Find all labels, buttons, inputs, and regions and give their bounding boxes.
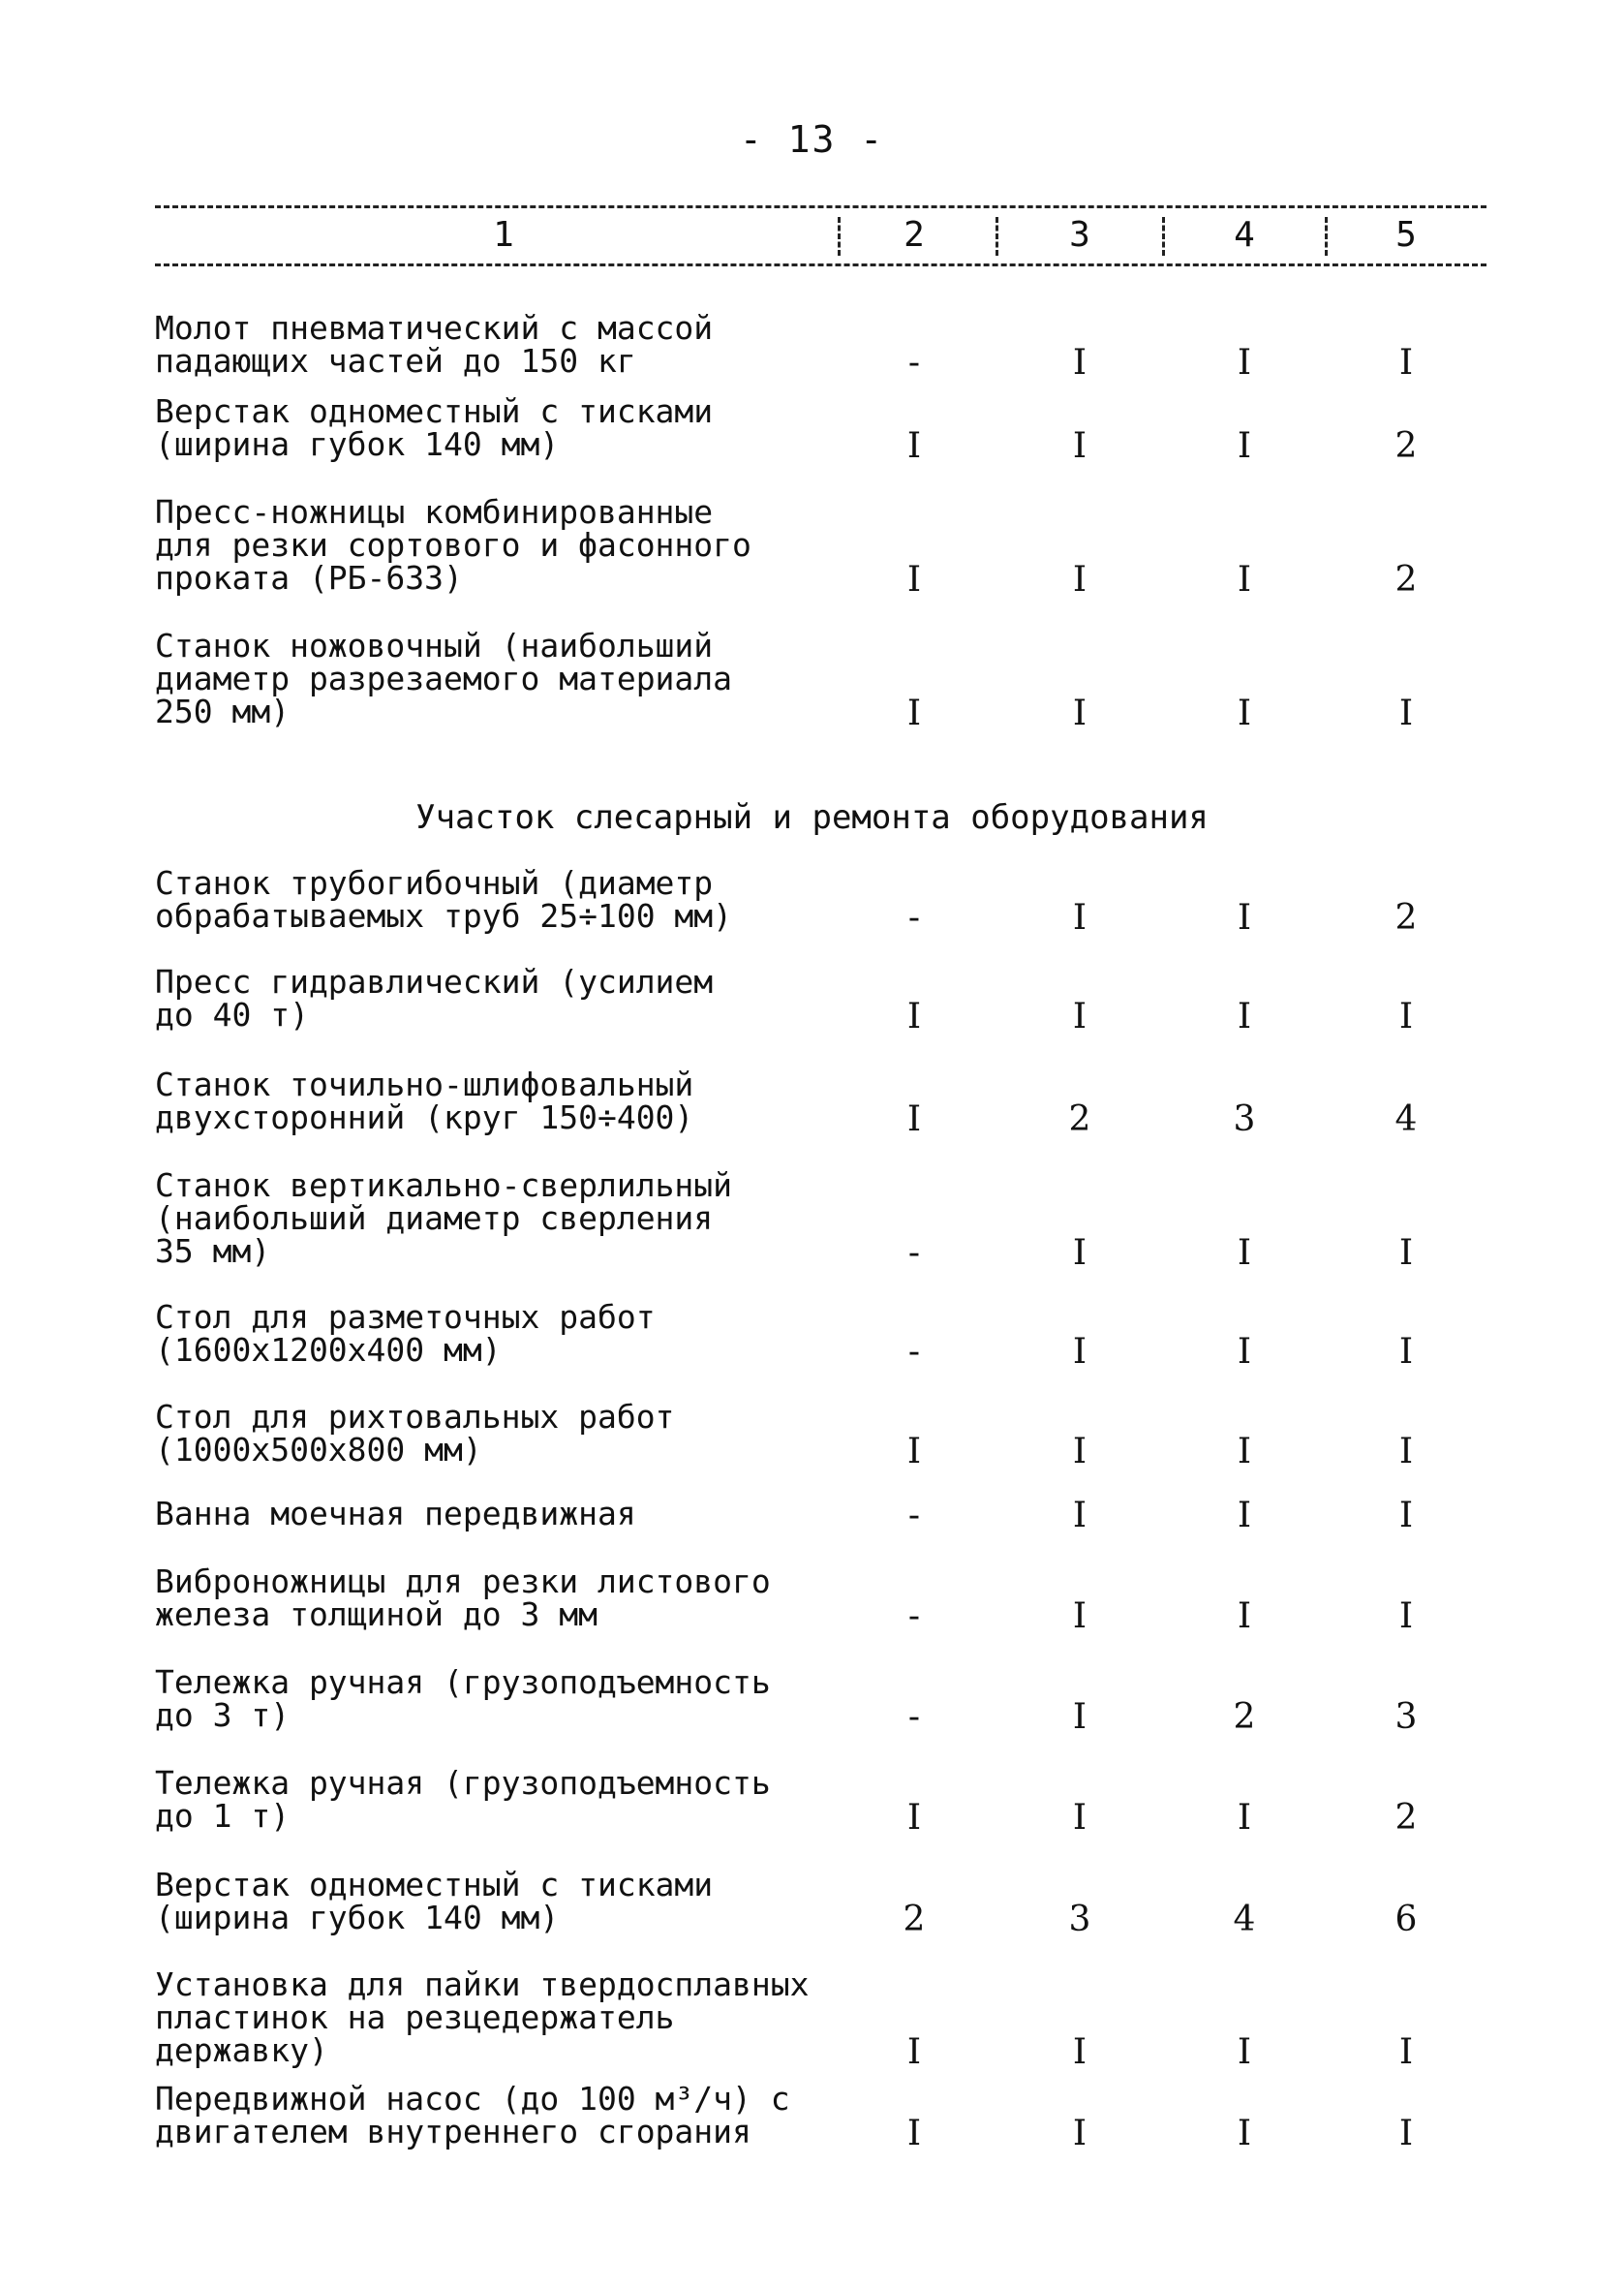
row-description: Виброножницы для резки листового железа толщиной до 3 мм <box>155 1562 771 1633</box>
row-value-col-2: - <box>907 1233 921 1273</box>
header-separator <box>1325 217 1328 256</box>
row-value-col-5: I <box>1398 2114 1414 2153</box>
table-row <box>155 1965 1486 2072</box>
page-number: - 13 - <box>739 118 885 161</box>
table-row <box>155 309 1486 383</box>
table-row <box>155 1562 1486 1636</box>
row-value-col-2: - <box>907 1332 921 1372</box>
row-value-col-2: I <box>906 1798 922 1838</box>
row-value-col-2: - <box>907 1496 921 1535</box>
table-row <box>155 1398 1486 1471</box>
table-row <box>155 1298 1486 1372</box>
table-row <box>155 1495 1486 1535</box>
row-value-col-5: 2 <box>1394 898 1418 938</box>
table-row <box>155 2080 1486 2153</box>
header-col-5: 5 <box>1395 215 1417 255</box>
row-value-col-2: I <box>906 560 922 600</box>
table-row <box>155 1663 1486 1737</box>
row-value-col-4: 3 <box>1233 1099 1256 1139</box>
row-description: Станок точильно-шлифовальный двухсторонний (круг 150÷400) <box>155 1066 694 1136</box>
row-description: Пресс гидравлический (усилием до 40 т) <box>155 963 714 1034</box>
row-value-col-4: I <box>1237 2032 1252 2072</box>
row-value-col-4: I <box>1237 1496 1252 1535</box>
row-value-col-2: - <box>907 898 921 938</box>
row-value-col-4: I <box>1237 1798 1252 1838</box>
row-value-col-4: I <box>1237 694 1252 733</box>
row-value-col-4: I <box>1237 1432 1252 1471</box>
row-value-col-5: I <box>1398 1332 1414 1372</box>
row-value-col-3: 3 <box>1068 1900 1091 1939</box>
row-value-col-3: I <box>1072 426 1088 466</box>
row-value-col-2: - <box>907 1596 921 1636</box>
header-col-1: 1 <box>493 215 514 255</box>
row-value-col-3: 2 <box>1068 1099 1091 1139</box>
row-value-col-3: I <box>1072 1233 1088 1273</box>
row-value-col-2: I <box>906 1432 922 1471</box>
row-description: Верстак одноместный с тисками (ширина губок 140 мм) <box>155 1866 714 1936</box>
row-value-col-2: I <box>906 426 922 466</box>
section-title: Участок слесарный и ремонта оборудования <box>415 798 1209 837</box>
row-value-col-2: 2 <box>903 1900 926 1939</box>
row-value-col-2: - <box>907 1697 921 1737</box>
header-separator <box>996 217 998 256</box>
row-description: Тележка ручная (грузоподъемность до 1 т) <box>155 1764 771 1835</box>
row-description: Пресс-ножницы комбинированные для резки сортового и фасонного проката (РБ-633) <box>155 493 751 597</box>
table-row <box>155 864 1486 938</box>
table-header <box>155 203 1486 271</box>
table-row <box>155 1166 1486 1273</box>
row-value-col-5: I <box>1398 1496 1414 1535</box>
row-value-col-2: I <box>906 997 922 1036</box>
row-value-col-4: I <box>1237 560 1252 600</box>
row-value-col-5: I <box>1398 997 1414 1036</box>
row-value-col-5: 2 <box>1394 1798 1418 1838</box>
row-value-col-3: I <box>1072 1798 1088 1838</box>
header-col-4: 4 <box>1234 215 1255 255</box>
header-separator <box>838 217 841 256</box>
table-row <box>155 963 1486 1036</box>
row-value-col-5: I <box>1398 343 1414 383</box>
table-row <box>155 1066 1486 1139</box>
row-value-col-3: I <box>1072 343 1088 383</box>
row-value-col-3: I <box>1072 1496 1088 1535</box>
row-value-col-3: I <box>1072 1432 1088 1471</box>
row-value-col-5: 3 <box>1394 1697 1418 1737</box>
row-value-col-3: I <box>1072 694 1088 733</box>
row-value-col-5: I <box>1398 2032 1414 2072</box>
row-value-col-3: I <box>1072 1697 1088 1737</box>
row-description: Станок вертикально-сверлильный (наибольший диаметр сверления 35 мм) <box>155 1166 733 1270</box>
row-description: Станок трубогибочный (диаметр обрабатываемых труб 25÷100 мм) <box>155 864 733 935</box>
header-top-rule <box>155 205 1486 208</box>
header-col-3: 3 <box>1069 215 1090 255</box>
row-value-col-4: I <box>1237 2114 1252 2153</box>
row-value-col-2: I <box>906 1099 922 1139</box>
row-value-col-2: I <box>906 2032 922 2072</box>
row-value-col-4: 2 <box>1233 1697 1256 1737</box>
row-description: Передвижной насос (до 100 м³/ч) с двигателем внутреннего сгорания <box>155 2080 790 2150</box>
row-value-col-4: I <box>1237 1596 1252 1636</box>
row-value-col-4: I <box>1237 426 1252 466</box>
row-value-col-3: I <box>1072 1332 1088 1372</box>
row-value-col-3: I <box>1072 560 1088 600</box>
row-value-col-3: I <box>1072 997 1088 1036</box>
header-separator <box>1162 217 1165 256</box>
table-row <box>155 493 1486 600</box>
row-value-col-3: I <box>1072 1596 1088 1636</box>
row-description: Стол для рихтовальных работ (1000x500x800 мм) <box>155 1398 675 1469</box>
row-value-col-3: I <box>1072 898 1088 938</box>
row-value-col-3: I <box>1072 2032 1088 2072</box>
row-value-col-5: I <box>1398 1432 1414 1471</box>
row-value-col-5: 2 <box>1394 560 1418 600</box>
row-value-col-5: 6 <box>1394 1900 1418 1939</box>
header-bottom-rule <box>155 263 1486 266</box>
row-value-col-4: I <box>1237 343 1252 383</box>
row-value-col-4: I <box>1237 898 1252 938</box>
row-value-col-2: I <box>906 694 922 733</box>
table-row <box>155 392 1486 466</box>
row-description: Верстак одноместный с тисками (ширина губок 140 мм) <box>155 392 714 463</box>
row-value-col-5: 2 <box>1394 426 1418 466</box>
row-value-col-4: I <box>1237 1233 1252 1273</box>
row-value-col-3: I <box>1072 2114 1088 2153</box>
header-col-2: 2 <box>904 215 925 255</box>
row-description: Тележка ручная (грузоподъемность до 3 т) <box>155 1663 771 1734</box>
table-row <box>155 1764 1486 1838</box>
table-row <box>155 1866 1486 1939</box>
row-description: Станок ножовочный (наибольший диаметр разрезаемого материала 250 мм) <box>155 627 733 730</box>
row-value-col-5: I <box>1398 1233 1414 1273</box>
row-value-col-4: I <box>1237 997 1252 1036</box>
row-description: Молот пневматический с массой падающих частей до 150 кг <box>155 309 714 380</box>
row-value-col-5: I <box>1398 694 1414 733</box>
row-value-col-5: 4 <box>1394 1099 1418 1139</box>
row-value-col-4: 4 <box>1233 1900 1256 1939</box>
row-value-col-2: - <box>907 343 921 383</box>
row-value-col-5: I <box>1398 1596 1414 1636</box>
row-value-col-4: I <box>1237 1332 1252 1372</box>
row-description: Установка для пайки твердосплавных пластинок на резцедержатель державку) <box>155 1965 810 2069</box>
row-value-col-2: I <box>906 2114 922 2153</box>
table-row <box>155 627 1486 733</box>
row-description: Стол для разметочных работ (1600x1200x400 мм) <box>155 1298 656 1369</box>
row-description: Ванна моечная передвижная <box>155 1495 636 1532</box>
